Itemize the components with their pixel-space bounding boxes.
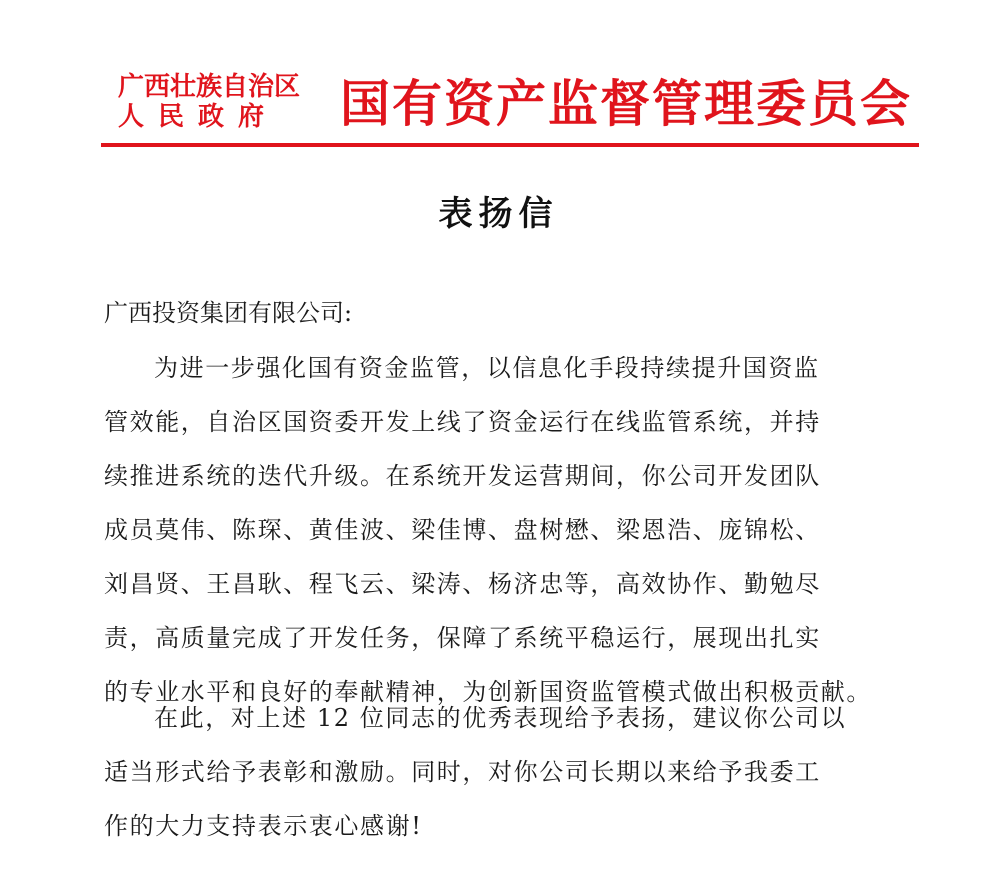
salutation: 广西投资集团有限公司: bbox=[104, 299, 353, 327]
paragraph-line: 管效能，自治区国资委开发上线了资金运行在线监管系统，并持 bbox=[104, 408, 821, 436]
issuer-government: 人民政府 bbox=[118, 102, 279, 132]
paragraph-line: 刘昌贤、王昌耿、程飞云、梁涛、杨济忠等，高效协作、勤勉尽 bbox=[104, 570, 821, 598]
issuer-commission-name: 国有资产监督管理委员会 bbox=[340, 75, 912, 133]
letterhead bbox=[118, 72, 918, 136]
paragraph-line: 责，高质量完成了开发任务，保障了系统平稳运行，展现出扎实 bbox=[104, 624, 821, 652]
issuer-region: 广西壮族自治区 bbox=[118, 72, 301, 102]
paragraph-line: 成员莫伟、陈琛、黄佳波、梁佳博、盘树懋、梁恩浩、庞锦松、 bbox=[104, 516, 821, 544]
document-title: 表扬信 bbox=[438, 194, 559, 234]
paragraph-line: 在此，对上述 12 位同志的优秀表现给予表扬，建议你公司以 bbox=[154, 704, 847, 732]
paragraph-commendation bbox=[104, 341, 929, 719]
paragraph-line: 续推进系统的迭代升级。在系统开发运营期间，你公司开发团队 bbox=[104, 462, 821, 490]
paragraph-line: 的专业水平和良好的奉献精神，为创新国资监管模式做出积极贡献。 bbox=[104, 678, 872, 706]
paragraph-line: 为进一步强化国有资金监管，以信息化手段持续提升国资监 bbox=[154, 354, 820, 382]
letterhead-red-divider bbox=[101, 143, 919, 147]
issuer-government-name bbox=[118, 72, 328, 132]
paragraph-recommendation bbox=[104, 691, 929, 853]
paragraph-line: 作的大力支持表示衷心感谢! bbox=[104, 812, 423, 840]
paragraph-line: 适当形式给予表彰和激励。同时，对你公司长期以来给予我委工 bbox=[104, 758, 821, 786]
